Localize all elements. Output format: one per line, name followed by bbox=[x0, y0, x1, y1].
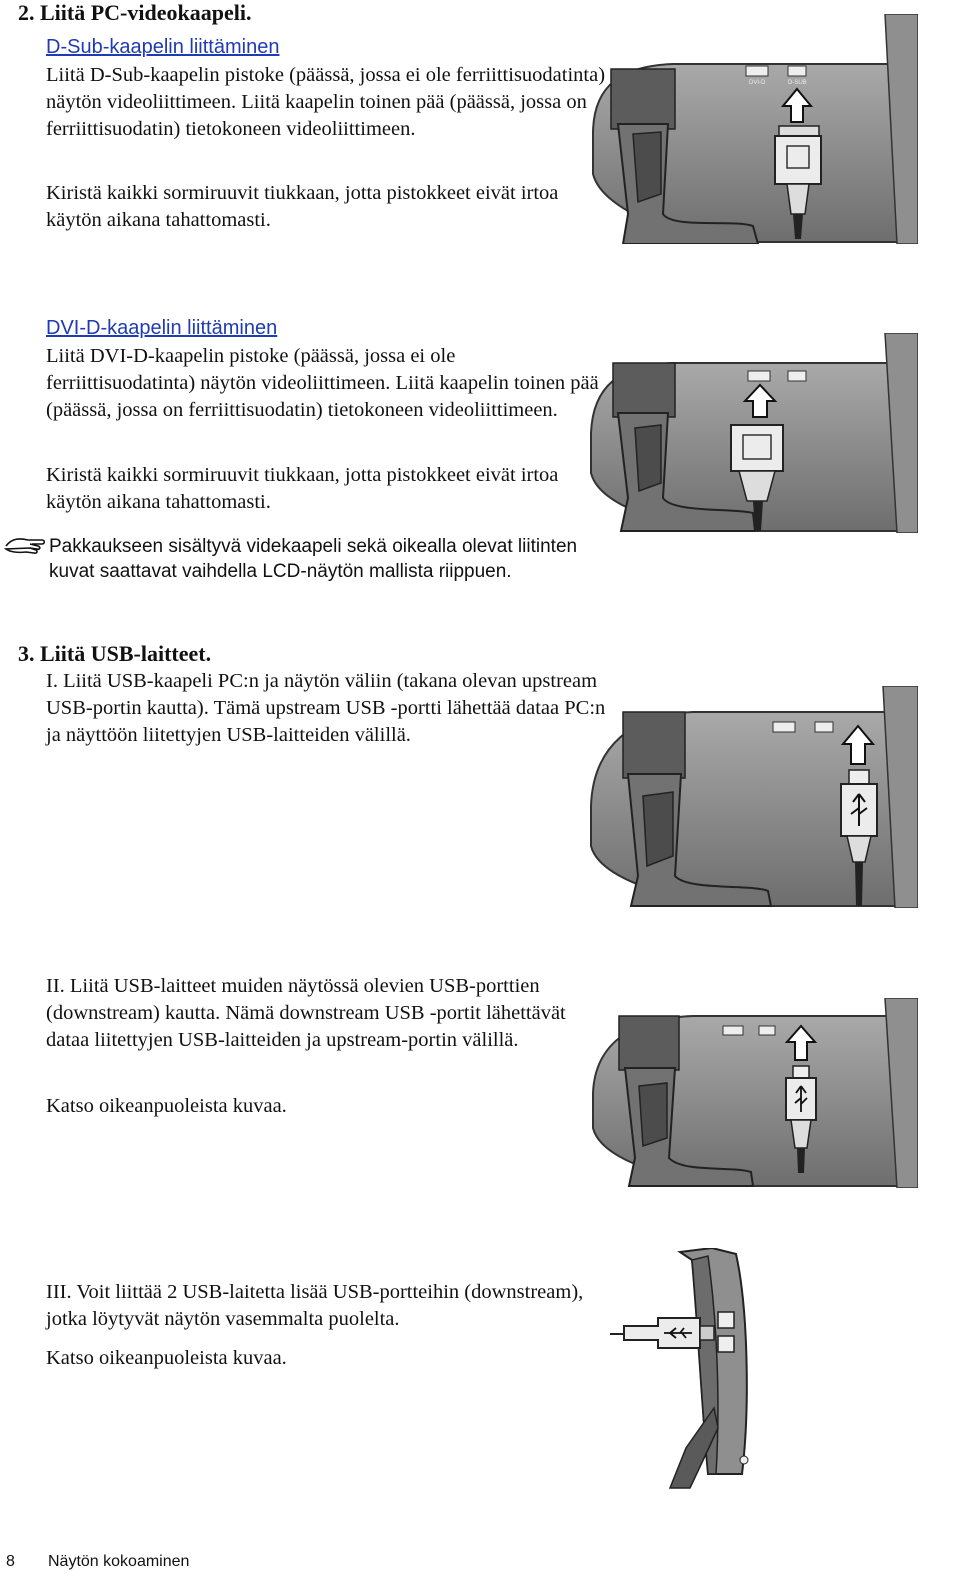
step3-heading: 3. Liitä USB-laitteet. bbox=[18, 641, 212, 666]
step2-heading: 2. Liitä PC-videokaapeli. bbox=[18, 0, 252, 25]
dvi-paragraph-1: Liitä DVI-D-kaapelin pistoke (päässä, jossa ei ole ferriittisuodatinta) näytön videoliittimeen. Liitä kaapelin toinen pää (päässä, jossa on ferriittisuodatin) tietokoneen videoliittimeen. bbox=[46, 345, 599, 421]
usb-downstream-illustration bbox=[583, 998, 918, 1188]
note-text: Pakkaukseen sisältyvä videkaapeli sekä oikealla olevat liitinten kuvat saattavat vaihdella LCD-näytön mallista riippuen. bbox=[49, 536, 578, 582]
dsub-paragraph-2: Kiristä kaikki sormiruuvit tiukkaan, jotta pistokkeet eivät irtoa käytön aikana tahattomasti. bbox=[46, 182, 559, 231]
dvi-title: DVI-D-kaapelin liittäminen bbox=[46, 317, 278, 339]
dsub-paragraph-1: Liitä D-Sub-kaapelin pistoke (päässä, jossa ei ole ferriittisuodatinta) näytön videoliittimeen. Liitä kaapelin toinen pää (päässä, jossa on ferriittisuodatin) tietokoneen videoliittimeen. bbox=[46, 64, 606, 140]
usb-step-ii-see: Katso oikeanpuoleista kuvaa. bbox=[46, 1095, 287, 1117]
usb-step-i: I. Liitä USB-kaapeli PC:n ja näytön väliin (takana olevan upstream USB-portin kautta). Tämä upstream USB -portti lähettää dataa PC:n ja näyttöön liitettyjen USB-laitteiden välillä. bbox=[46, 670, 606, 746]
footer-section-title: Näytön kokoaminen bbox=[48, 1553, 190, 1570]
usb-step-ii: II. Liitä USB-laitteet muiden näytössä olevien USB-porttien (downstream) kautta. Nämä downstream USB -portit lähettävät dataa liitettyjen USB-laitteiden ja upstream-portin välillä. bbox=[46, 975, 566, 1051]
usb-step-iii-see: Katso oikeanpuoleista kuvaa. bbox=[46, 1347, 287, 1369]
usb-step-iii: III. Voit liittää 2 USB-laitetta lisää USB-portteihin (downstream), jotka löytyvät näytön vasemmalta puolelta. bbox=[46, 1281, 584, 1330]
dsub-connection-illustration bbox=[583, 14, 918, 244]
usb-side-ports-illustration bbox=[610, 1248, 770, 1490]
port-label-dsub: D-SUB bbox=[788, 80, 807, 86]
usb-upstream-illustration bbox=[583, 686, 918, 908]
dvi-paragraph-2: Kiristä kaikki sormiruuvit tiukkaan, jotta pistokkeet eivät irtoa käytön aikana tahattomasti. bbox=[46, 464, 559, 513]
dsub-title: D-Sub-kaapelin liittäminen bbox=[46, 36, 280, 58]
page-number: 8 bbox=[6, 1553, 15, 1570]
port-label-dvi: DVI-D bbox=[749, 80, 766, 86]
dvi-connection-illustration bbox=[583, 333, 918, 533]
note-hand-icon bbox=[4, 534, 46, 556]
